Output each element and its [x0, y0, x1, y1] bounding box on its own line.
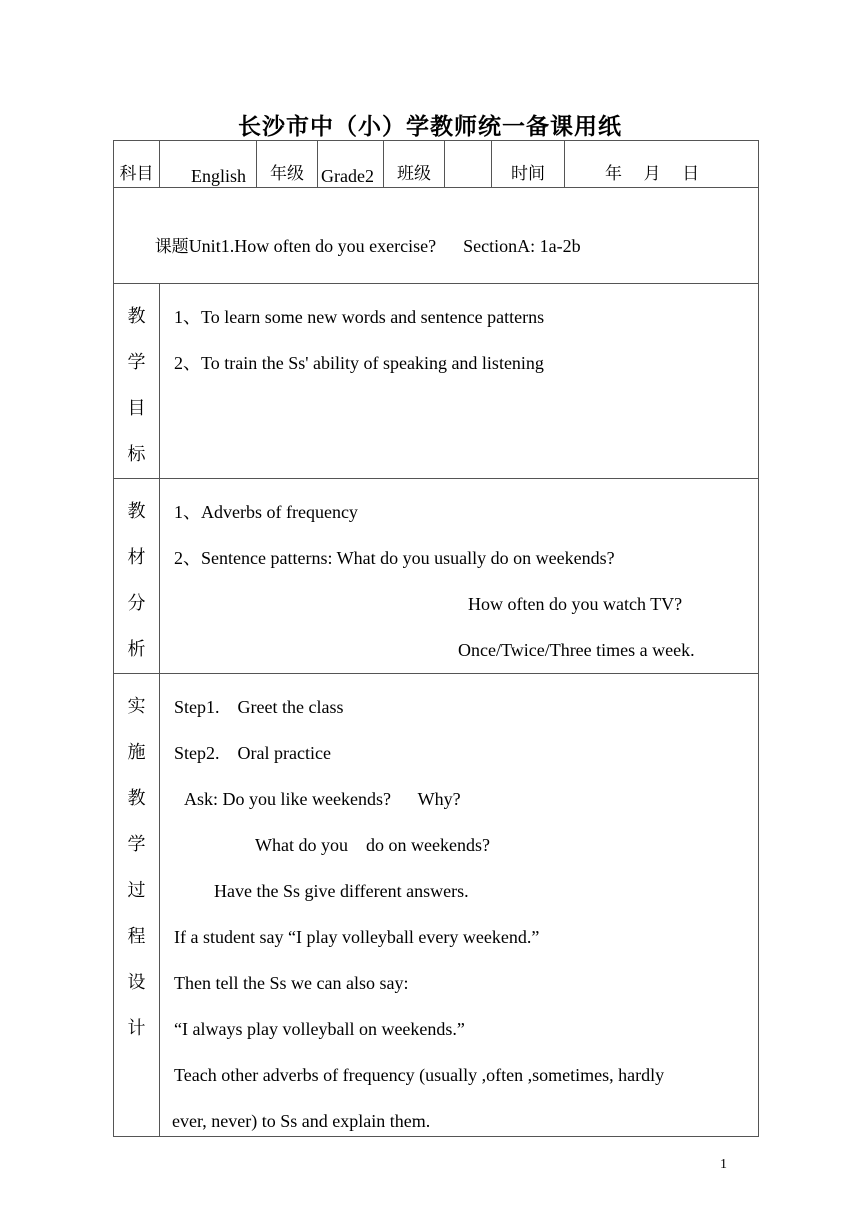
class-label-cell: [384, 141, 445, 188]
page-number: 1: [720, 1157, 727, 1172]
process-label-cell: [114, 674, 160, 1137]
process-line: Teach other adverbs of frequency (usually ,often ,sometimes, hardly: [174, 1065, 665, 1085]
page-title: 长沙市中（小）学教师统一备课用纸: [238, 114, 622, 140]
date-text: 年 月 日: [605, 164, 700, 184]
objectives-label-char: 目: [127, 398, 146, 419]
date-cell: [565, 141, 759, 188]
analysis-label-char: 教: [127, 501, 146, 522]
analysis-label-cell: [114, 479, 160, 674]
subject-value-cell: [160, 141, 257, 188]
process-label-char: 过: [127, 880, 146, 901]
analysis-line: 2、Sentence patterns: What do you usually do on weekends?: [174, 548, 615, 568]
objective-line: 2、To train the Ss' ability of speaking and listening: [174, 353, 544, 373]
subject-label-cell: [114, 141, 160, 188]
objectives-label-char: 教: [127, 306, 146, 327]
analysis-line: How often do you watch TV?: [468, 594, 683, 614]
process-label-char: 学: [127, 834, 146, 855]
header-row: [114, 141, 759, 188]
analysis-label-char: 析: [127, 639, 146, 660]
time-label: 时间: [511, 164, 545, 184]
process-line: If a student say “I play volleyball every weekend.”: [174, 927, 540, 947]
analysis-label-char: 材: [127, 547, 146, 568]
objectives-label-cell: [114, 284, 160, 479]
objectives-label-char: 学: [127, 352, 146, 373]
topic-value: Unit1.How often do you exercise? SectionA: 1a-2b: [188, 236, 581, 256]
objectives-row: [114, 284, 759, 479]
analysis-line: 1、Adverbs of frequency: [174, 502, 358, 522]
objective-line: 1、To learn some new words and sentence patterns: [174, 307, 545, 327]
process-content: [160, 674, 759, 1137]
analysis-line: Once/Twice/Three times a week.: [458, 640, 695, 660]
process-label-char: 实: [127, 696, 146, 717]
analysis-label-char: 分: [127, 593, 146, 614]
grade-value-cell: [318, 141, 384, 188]
analysis-row: [114, 479, 759, 674]
process-label-char: 设: [127, 972, 146, 993]
grade-label-cell: [257, 141, 318, 188]
process-line: Step1. Greet the class: [174, 697, 344, 717]
subject-value: English: [191, 166, 247, 186]
process-line: Have the Ss give different answers.: [214, 881, 469, 901]
time-label-cell: [492, 141, 565, 188]
process-line: Then tell the Ss we can also say:: [174, 973, 409, 993]
process-line: “I always play volleyball on weekends.”: [174, 1019, 465, 1039]
process-label-char: 计: [127, 1018, 146, 1039]
grade-label: 年级: [270, 164, 304, 184]
objectives-content: [160, 284, 759, 479]
class-value-cell: [445, 141, 492, 188]
process-row: [114, 674, 759, 1137]
subject-label: 科目: [119, 164, 154, 184]
topic-label: 课题: [154, 237, 189, 257]
process-label-char: 施: [127, 742, 146, 763]
class-value: [445, 141, 491, 164]
class-label: 班级: [397, 164, 431, 184]
process-line: Ask: Do you like weekends? Why?: [184, 789, 461, 809]
topic-row: [114, 188, 759, 284]
process-label-char: 程: [127, 926, 146, 947]
process-line: ever, never) to Ss and explain them.: [172, 1111, 431, 1131]
topic-cell: [114, 188, 759, 284]
objectives-label-char: 标: [127, 444, 146, 465]
process-line: What do you do on weekends?: [255, 835, 490, 855]
grade-value: Grade2: [321, 166, 374, 186]
analysis-content: [160, 479, 759, 674]
process-line: Step2. Oral practice: [174, 743, 331, 763]
lesson-plan-table: [113, 140, 759, 1137]
process-label-char: 教: [127, 788, 146, 809]
